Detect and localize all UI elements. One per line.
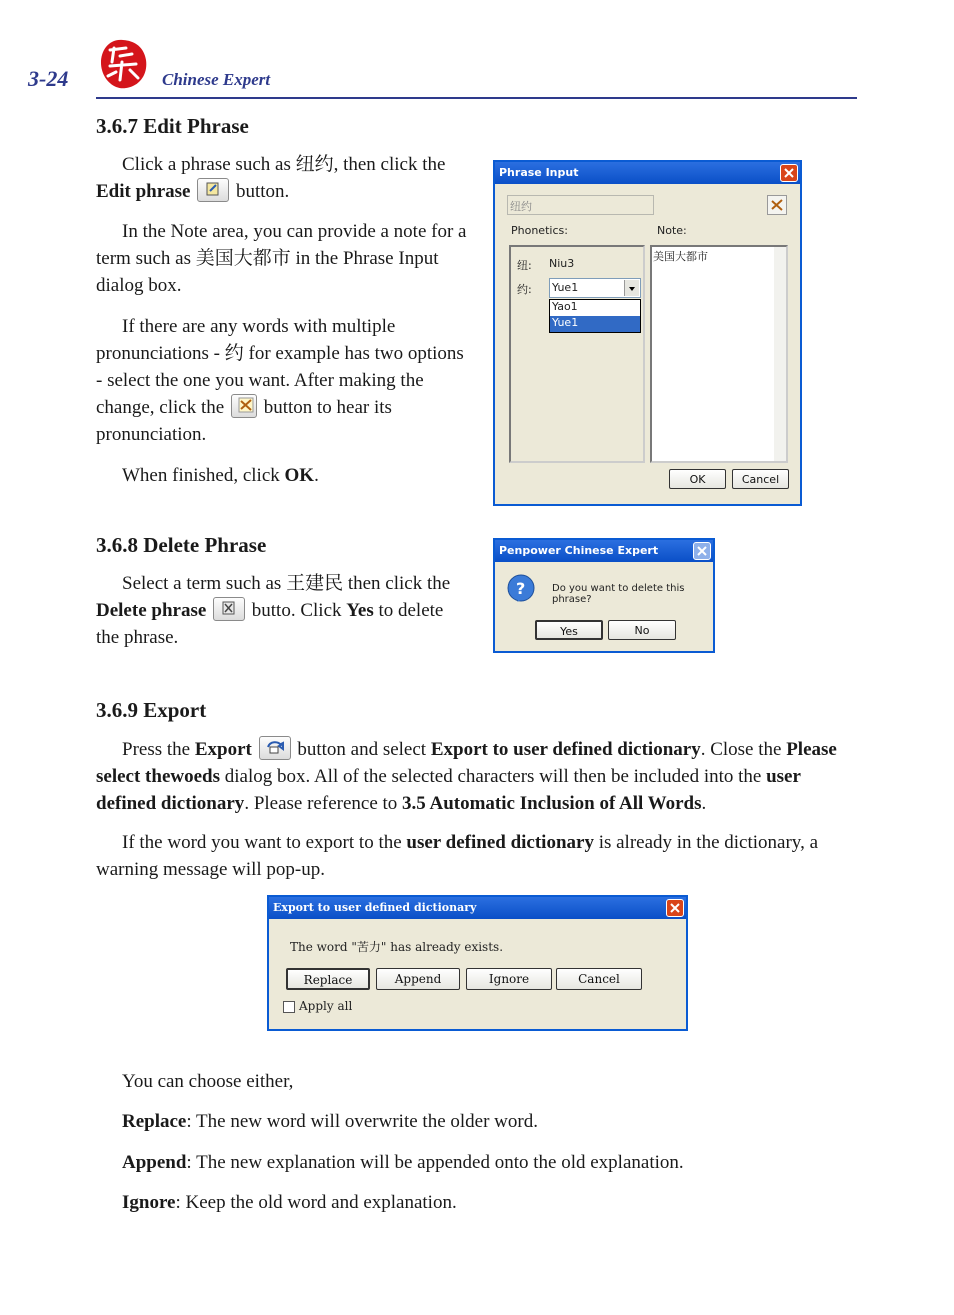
option-yue1[interactable]: Yue1 <box>550 316 640 332</box>
choices-intro: You can choose either, <box>122 1071 294 1092</box>
logo-icon <box>96 36 150 92</box>
apply-all-checkbox[interactable] <box>283 1001 295 1013</box>
delete-confirm-dialog <box>493 538 715 653</box>
header-rule <box>96 97 857 99</box>
ignore-button[interactable]: Ignore <box>466 968 552 990</box>
svg-text:?: ? <box>516 579 526 598</box>
cancel-button[interactable]: Cancel <box>556 968 642 990</box>
section-title-edit-phrase: 3.6.7 Edit Phrase <box>96 114 249 138</box>
dialog-title: Phrase Input <box>495 162 800 184</box>
close-button[interactable] <box>666 899 684 917</box>
phrase-input-dialog <box>493 160 802 506</box>
option-yao1[interactable]: Yao1 <box>552 300 578 313</box>
phonetics-label: Phonetics: <box>511 224 568 237</box>
question-icon <box>505 574 537 610</box>
ok-button[interactable]: OK <box>669 469 726 489</box>
close-button[interactable] <box>780 164 798 182</box>
note-label: Note: <box>657 224 687 237</box>
close-button <box>693 542 711 560</box>
edit-phrase-para-3: If there are any words with multiple pronunciations - 约 for example has two options - select the one you want. After making the change, click the button to hear its pronunciation. <box>96 316 464 445</box>
pronunciation-options <box>549 299 641 333</box>
edit-phrase-para-2: In the Note area, you can provide a note for a term such as 美国大都市 in the Phrase Input dialog box. <box>96 221 467 296</box>
yes-button[interactable]: Yes <box>535 620 603 640</box>
cancel-button[interactable]: Cancel <box>732 469 789 489</box>
no-button[interactable]: No <box>608 620 676 640</box>
product-title: Chinese Expert <box>162 70 271 89</box>
edit-phrase-para-1: Click a phrase such as 纽约, then click the Edit phrase button. <box>96 154 446 202</box>
confirm-message: Do you want to delete this phrase? <box>552 583 685 605</box>
chevron-down-icon[interactable] <box>624 280 639 296</box>
delete-phrase-para: Select a term such as 王建民 then click the Delete phrase butto. Click Yes to delete the phrase. <box>96 573 451 648</box>
export-para-1: Press the Export button and select Export to user defined dictionary. Close the Please select thewoeds dialog box. All of the selected characters will then be included into the user defined dictionary. Please reference to 3.5 Automatic Inclusion of All Words. <box>96 736 858 817</box>
section-title-export: 3.6.9 Export <box>96 698 207 722</box>
choice-append: Append: The new explanation will be appended onto the old explanation. <box>122 1152 684 1173</box>
section-title-delete-phrase: 3.6.8 Delete Phrase <box>96 533 267 557</box>
dialog-title: Export to user defined dictionary <box>269 897 686 919</box>
export-warning-dialog <box>267 895 688 1031</box>
choice-replace: Replace: The new word will overwrite the older word. <box>122 1111 538 1132</box>
append-button[interactable]: Append <box>376 968 460 990</box>
export-button[interactable] <box>259 736 291 760</box>
dialog-title: Penpower Chinese Expert <box>495 540 713 562</box>
choice-ignore: Ignore: Keep the old word and explanation. <box>122 1192 457 1213</box>
pronunciation-select[interactable]: Yue1 <box>549 278 641 298</box>
speak-button[interactable] <box>231 394 257 418</box>
replace-button[interactable]: Replace <box>286 968 370 990</box>
edit-phrase-para-4: When finished, click OK. <box>122 465 319 486</box>
speak-icon[interactable] <box>767 195 787 215</box>
warning-message: The word "苦力" has already exists. <box>290 940 504 954</box>
edit-phrase-button[interactable] <box>197 178 229 202</box>
note-textarea[interactable]: 美国大都市 <box>650 245 788 463</box>
phrase-field[interactable]: 纽约 <box>507 195 654 215</box>
scrollbar[interactable] <box>774 247 786 461</box>
phonetic-niu: Niu3 <box>549 257 575 270</box>
phonetics-panel: 纽: Niu3 约: Yue1 Yao1 Yue1 <box>509 245 645 463</box>
delete-phrase-button[interactable] <box>213 597 245 621</box>
apply-all-label: Apply all <box>299 999 353 1013</box>
export-para-2: If the word you want to export to the user defined dictionary is already in the dictionary, a warning message will pop-up. <box>96 832 819 880</box>
page-number: 3-24 <box>28 66 69 91</box>
